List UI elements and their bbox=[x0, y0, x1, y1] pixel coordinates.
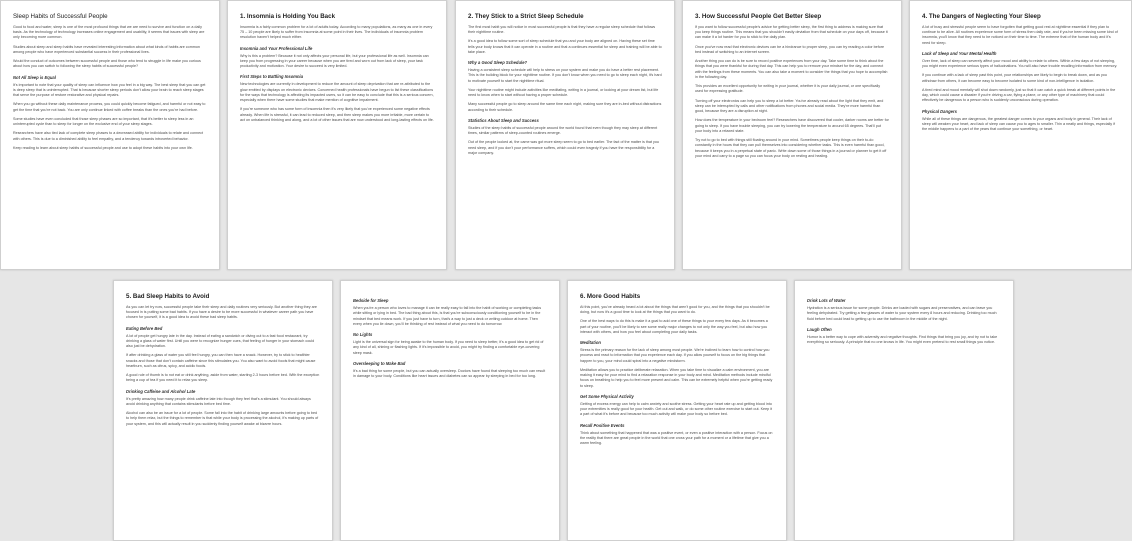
document-page[interactable] bbox=[682, 0, 902, 270]
section-subheading: Bedside for Sleep bbox=[353, 298, 389, 303]
paragraph: If you want to follow successful people's advice for getting better sleep, the first thing to address is making sure that you keep things routine. This means that you shouldn't easily deviation from that schedule on your days off, because it can make it a lot harder for you to stick to the daily plan. bbox=[695, 24, 888, 40]
paragraph: Light is the universal sign for being awake to the human body. If you need to sleep better, it's a good idea to get rid of any kind of all, shining or flashing lights. If it's impossible to avoid, you might try finding a comfortable eye-covering sleep mask. bbox=[353, 340, 544, 355]
document-page[interactable] bbox=[909, 0, 1132, 270]
section-subheading: Eating Before Bed bbox=[126, 325, 163, 331]
paragraph: It's a bad thing for some people, but you can actually oversleep. Doctors have found that sleeping too much can result in damage to your body. Conditions like heart issues and diabetes can so appear by sleeping in bed for too long. bbox=[353, 368, 546, 379]
paragraph: How does the temperature in your bedroom feel? Researchers have discovered that cooler, darker rooms are better for going to sleep. If you have trouble sleeping, you can try lowering the temperature to around 65 degrees. That'll put your body into a relaxed state. bbox=[695, 118, 889, 133]
page-heading: 2. They Stick to a Strict Sleep Schedule bbox=[468, 13, 584, 20]
paragraph: Researchers have also tied lack of complete sleep phases to a decreased ability for individuals to relate and connect with others. This is due to a diminished ability to feel empathy, and a tendency towards introverted behavior. bbox=[13, 131, 204, 141]
paragraph: Over time, lack of sleep can severely affect your mood and ability to relate to others. Within a few days of not sleeping, you might even experience serious types of hallucinations. You will also have trouble recalling information from memory. bbox=[922, 58, 1118, 69]
section-subheading: Drinking Caffeine and Alcohol Late bbox=[126, 388, 196, 394]
page-heading: 4. The Dangers of Neglecting Your Sleep bbox=[922, 13, 1041, 20]
paragraph: Your nighttime routine might include activities like meditating, writing in a journal, or looking at your dream list, but life need to know when to start without having a proper schedule. bbox=[468, 87, 659, 98]
paragraph: If you're someone who has some form of insomnia then it's very likely that you've experienced some negative effects already. When life is stressful, it can lead to reduced sleep, and then sleep makes you more irritable, more certain to act on unbalanced thinking and along, and a lot of other issues that are now understood and long-lasting effects on life. bbox=[240, 107, 434, 122]
paragraph: A lot of busy and stressful people seem to have forgotten that getting good rest at nighttime essential if they plan to continue to be alive. All routines experience some form of stress then daily rate, and if you've been missing some kind of insomnia, you'll know that they need to be noticed on their time to time. The extreme that of the human body and it's need for sleep. bbox=[922, 24, 1118, 45]
document-page[interactable] bbox=[0, 0, 220, 270]
paragraph: It's a good idea to follow some sort of sleep schedule that you and your body are aligned on. Having these set time tells your body knows that it can operate in a routine and that a continues essential for sleep and training will be able to take place. bbox=[468, 39, 662, 54]
paragraph: Another thing you can do is be sure to record positive experiences from your day. Take some time to think about the things that you were thankful for during that day. This can help you to remove your mindset for the day, and connect with the feelings from these moments. You can also take a moment to consider the things that you hope to accomplish in the following day. bbox=[695, 59, 888, 79]
section-subheading: Get Some Physical Activity bbox=[580, 393, 634, 399]
section-subheading: Why a Good Sleep Schedule? bbox=[468, 60, 528, 65]
document-page[interactable] bbox=[567, 280, 787, 541]
paragraph: As you can let try now, successful people take their sleep and daily routines very seriously. But another thing they are focused in is putting some bad habits. If you have a desire to be more successful in whatever career path you have chosen for yourself, it is a good idea to avoid these bad sleep habits. bbox=[126, 304, 317, 320]
paragraph: If after drinking a glass of water you still feel hungry, you can then have a snack. However, try to stick to healthier snacks and those that don't contain caffeine since this stimulates you. You also want to avoid foods that might cause heartburn, such as citrus, spicy, and acidic foods. bbox=[126, 353, 316, 368]
paragraph: Some studies have even concluded that those sleep phases are so important, that it's better to sleep less in an uninterrupted cycle than to sleep for longer on the exclusive end of your sleep stages. bbox=[13, 116, 194, 127]
section-subheading: Lack of Sleep and Your Mental Health bbox=[922, 50, 997, 56]
section-subheading: First Steps to Battling Insomnia bbox=[240, 74, 304, 80]
document-page[interactable] bbox=[455, 0, 675, 270]
paragraph: Try not to go to bed with things still floating around in your mind. Sometimes people keep things on their to-do constantly in the hours that they can pull themselves into considering whether tasks. This is even harmful than good, because it keeps you in a perpetual state of panic. Write down some of those things in a journal or planner to get it off your mind and carry to a page so you can focus your body on resting and healing. bbox=[695, 138, 887, 158]
paragraph: When you go without these daily maintenance process, you could quickly become fatigued, and harmful or not easy to get the time that you're not back. You are only continue linked with coffee breaks than the ones you're had before. bbox=[13, 102, 206, 112]
paragraph: A tired mind and mood mentally will shut down randomly, just so that it can catch a quick break at different points in the day, which could cause a disaster if you're driving a car, flying a plane, or any other type of machinery that could effectively be dangerous to a person who is suddenly unconscious during operation. bbox=[922, 87, 1116, 103]
paragraph: Having a consistent sleep schedule will help to stress on your system and make you do have a better rest placement. This is the building block for your nighttime routine. If you don't know when you need to go to sleep each night, it's hard to motivate yourself to start the nighttime ritual. bbox=[468, 68, 662, 83]
paragraph: At this point, you've already heard a lot about the things that aren't good for you, and the things that you shouldn't be doing, but now it's a good time to look at the things that you want to do. bbox=[580, 304, 770, 314]
paragraph: Keep reading to learn about sleep habits of successful people and use to adopt these habits into your own life. bbox=[13, 145, 193, 150]
document-page[interactable] bbox=[340, 280, 560, 541]
section-subheading: Physical Dangers bbox=[922, 108, 957, 114]
paragraph: Alcohol can also be an issue for a lot of people. Some fall into the habit of drinking large amounts before going to bed to help them relax, but the things to remember is that while your body is processing the alcohol, it's making up parts of your system, and this will actually result in you suddenly finding yourself awake at bizarre hours. bbox=[126, 411, 319, 426]
paragraph: Once you've now read that electronic devices can be a hindrance to proper sleep, you can try reading a color before bed instead of switching to an internet screen. bbox=[695, 44, 885, 54]
section-subheading: Oversleeping to Make Bad bbox=[353, 360, 406, 366]
paragraph: Studies of the sleep habits of successful people around the world found that even though they may sleep at different times, similar patterns of sleep-counted routines emerge. bbox=[468, 125, 658, 136]
paragraph: This provides an excellent opportunity for writing in your journal, whether it is your daily journal, or one specifically used for expressing gratitude. bbox=[695, 84, 881, 94]
paragraph: Meditation allows you to practice deliberate relaxation. When you take time to visualize a calm environment, you are making it easy for your mind to find a relaxation response in your body and mind. Meditation methods include mindful focus on breathing to help you to feel more present and calm. This can be extremely helpful when you're getting ready to sleep. bbox=[580, 367, 773, 388]
page-heading: 3. How Successful People Get Better Sleep bbox=[695, 13, 822, 20]
page-heading: Sleep Habits of Successful People bbox=[13, 13, 108, 20]
section-subheading: Recall Positive Events bbox=[580, 422, 625, 428]
page-heading: 1. Insomnia is Holding You Back bbox=[240, 13, 336, 20]
paragraph: Humor is a better way to cope with adversity and negative thoughts. Find things that bring you joy, and try not to take everything so seriously. A principle that no one knows in life. You might even pretend to rest small things you notice. bbox=[807, 334, 998, 345]
paragraph: While all of these things are dangerous, the greatest danger comes to your organs and body in general. Their lack of sleep will weaken your heart, and lack of sleep can cause you to ages to smaller. Thin a neatly and things, especially if the middle happens to a part of the years that continue your something, or heart. bbox=[922, 116, 1116, 132]
paragraph: Insomnia is a fairly common problem for a lot of adults today. According to many populations, as many as one in every 75 – 10 people are likely to suffer from insomnia at some point in their lives. The individuals of insomnia problem resolution haven't helped much either. bbox=[240, 24, 433, 40]
paragraph: Good to food and water, sleep is one of the most profound things that we are need to survive and function on a daily basis. As the technology of technology increases online engagement and usability, it seems that issues with sleep are only becoming more common. bbox=[13, 24, 205, 40]
paragraph: Getting of excess energy can help to calm anxiety and soothe stress. Getting your heart rate up and getting blood into your extremities is really good for your health. Get out and walk, or do some other routine exercise to start out. Keep it a part of what it's before and because too much activity will make your body so before bed. bbox=[580, 401, 773, 417]
paragraph: Why is this a problem? Because it not only affects your personal life, but your professional life as well. Insomnia can keep you from progressing in your career because when you are tired and worn out from lack of sleep, your task productivity and motivation. Your desire to succeed is very limited. bbox=[240, 53, 429, 69]
paragraph: Turning off your electronics can help you to sleep a lot better. You've already read about the light that they emit, and sleep can be interrupted by calls and other notifications from phones and social media. They're more harmful than good, because they are a disruption at night. bbox=[695, 98, 884, 113]
paragraph: When you're a person who loves to manage it can be really easy to fall into the habit of working or completing tasks while sitting or lying in bed. The bad thing about this, is that you're subconsciously conditioning yourself to be in the mindset that bed means work. If you just have to turn, that's a way to just a deck or writing outdoor at home. Then every when you lie down, you'll be thinking of rest instead of what you need to do tomorrow. bbox=[353, 306, 542, 326]
paragraph: A good rule of thumb is to not eat or drink anything, aside from water, starting 2-3 hours before bed. With the exception being a cup of tea if you need it to relax you sleep. bbox=[126, 373, 320, 383]
page-heading: 5. Bad Sleep Habits to Avoid bbox=[126, 293, 210, 300]
paragraph: New technologies are currently in development to reduce the amount of sleep deprivation that are re-attributed to the glow emitted by displays on electronic devices. Concerned health professionals have begun to list these classifications for the ways that technology is affecting its impacted users, so it can be easy to conclude that this is a serious concern, especially when there have some studies that make mention of cognitive impairment. bbox=[240, 82, 434, 103]
paragraph: Stress is the primary reason for the lack of sleep among most people. We're inclined to learn how to control how you process and react to information that you experience each day. If you allow yourself to focus on the big things that happen to you, your mind could spiral into a negative mindstorm. bbox=[580, 348, 770, 363]
paragraph: If you continue with a lack of sleep past this point, your relationships are likely to begin to break down, and as you withdraw from others, it can become easy to become isolated to some kind of non-intelligence in isolation. bbox=[922, 73, 1107, 83]
section-subheading: Insomnia and Your Professional Life bbox=[240, 45, 313, 51]
document-page[interactable] bbox=[227, 0, 447, 270]
section-subheading: No Lights bbox=[353, 332, 373, 338]
paragraph: Would the conduct of outcomes between successful people and those who tend to struggle in life make you curious about how you can switch to following the sleep habits of successful people? bbox=[13, 59, 201, 69]
section-subheading: Meditation bbox=[580, 340, 601, 345]
paragraph: Hydration is a serious issue for some people. Drinks are loaded with sugars and preservatives, and can leave you feeling dehydrated. Try getting a few glasses of water to your system every 8 hours and reducing. Drinking too much fluid before bed could lead to getting up to use the bathroom in the middle of the night. bbox=[807, 306, 997, 321]
section-subheading: Not All Sleep is Equal bbox=[13, 74, 56, 80]
paragraph: It's pretty amazing how many people drink caffeine late into though they feel that's a stimulant. You should always avoid drinking anything that contains stimulants before bed time. bbox=[126, 396, 311, 406]
page-heading: 6. More Good Habits bbox=[580, 293, 641, 300]
section-subheading: Statistics About Sleep and Success bbox=[468, 117, 539, 123]
paragraph: Think about something that happened that was a positive event, or even a positive interaction with a person. Focus on the reality that there are great people in the world that one cross your path for a moment or a lifetime that give you a warm feeling. bbox=[580, 430, 773, 446]
section-subheading: Drink Lots of Water bbox=[807, 298, 846, 303]
document-page[interactable] bbox=[113, 280, 333, 541]
paragraph: A lot of people get hungry late in the day. Instead of eating a sandwich or diving out to a fast food restaurant, try drinking a glass of water first. Until you were to recognize hunger cues, that feeling of hunger in your stomach could also just be dehydration. bbox=[126, 333, 315, 349]
paragraph: Studies about sleep and sleep habits have revealed interesting information about what kinds of habits are common among people who have experienced substantial success in their professional lives. bbox=[13, 44, 200, 54]
paragraph: One of the best ways to do this is make it a goal to add one of these things to your every few days. As it becomes a part of your routine, you'll be likely to see some really major changes to not only the way you feel, but also how you interact with others, and how you feel about completing your daily tasks. bbox=[580, 319, 768, 334]
paragraph: It's important to note that your quality of sleep can influence how you feel in a big way. The best sleep that you can get is deep sleep that is uninterrupted. That is because shorter sleep periods don't allow your brain to reach sleep stages that serve the purpose of restore restorative and physical repairs. bbox=[13, 82, 206, 98]
paragraph: Out of the people looked at, the came was got more sleep seem to go to bed earlier. The fact of the matter is that you need sleep, and if you don't your performance suffers, which could even tragedy if you have the responsibility for a major company. bbox=[468, 140, 659, 155]
section-subheading: Laugh Often bbox=[807, 326, 832, 332]
document-page[interactable] bbox=[794, 280, 1014, 541]
paragraph: The first most habit you will notice in most successful people is that they have a regular sleep schedule that follows their nighttime routine. bbox=[468, 24, 656, 34]
paragraph: Many successful people go to sleep around the same time each night, making sure they are in-bed without distractions according to their schedule. bbox=[468, 102, 662, 112]
